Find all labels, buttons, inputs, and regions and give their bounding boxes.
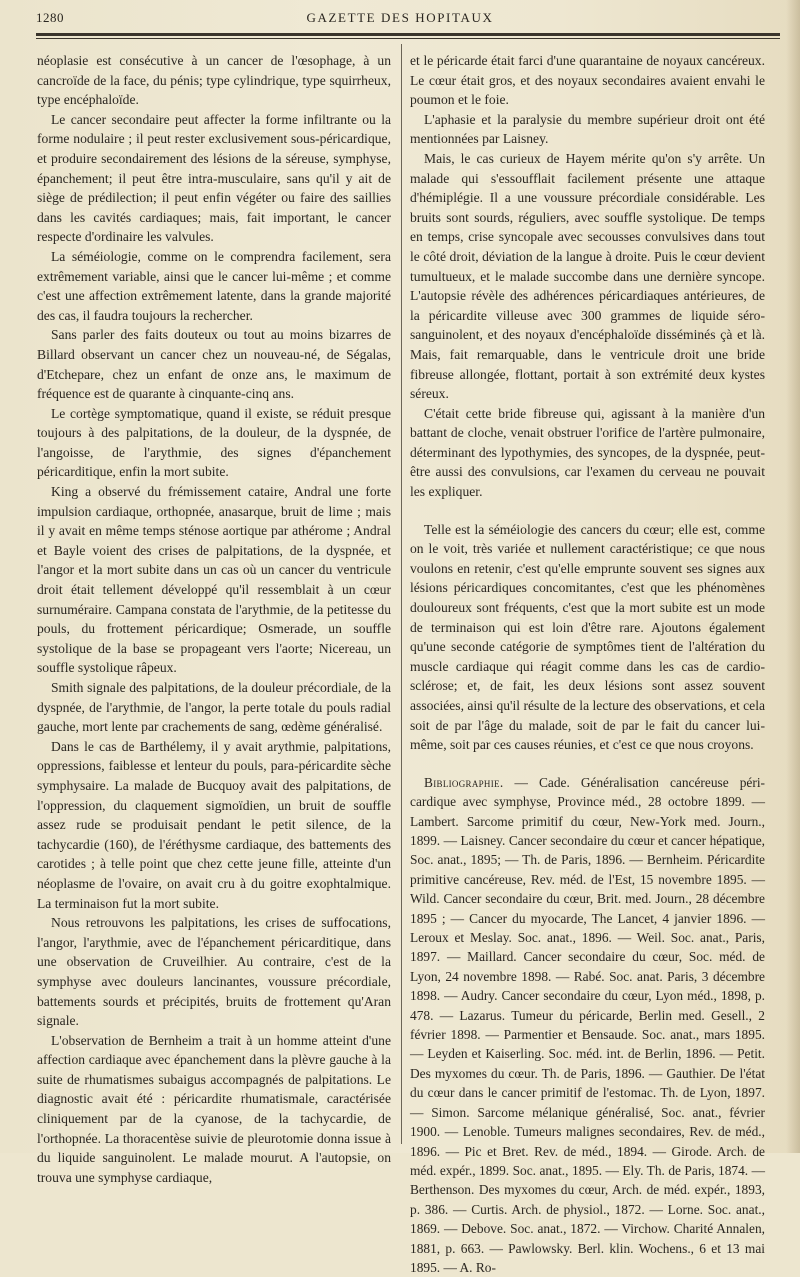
running-title: GAZETTE DES HOPITAUX bbox=[306, 10, 494, 25]
page-header bbox=[0, 8, 800, 30]
paragraph: Sans parler des faits douteux ou tout au moins bizarres de Billard observant un cancer chez un nouveau-né, de Ségalas, d'Etchepare, chez un enfant de onze ans, le maximum de fréquence est de quarante à cinquante-cinq ans. bbox=[37, 327, 391, 402]
paragraph: Smith signale des palpitations, de la douleur précordiale, de la dyspnée, de l'arythmie, de l'angor, la perte totale du pouls radial gauche, mort lente par crachements de sang, œdème généralisé. bbox=[37, 680, 391, 735]
bibliography-text: — Cade. Généralisation cancéreuse péri-cardique avec symphyse, Province méd., 28 octobre 1899. — Lambert. Sarcome primitif du cœur, New-York med. Journ., 1899. — Laisney. Cancer secondaire du cœur et cancer hépatique, Soc. anat., 1895; — Th. de Paris, 1896. — Bernheim. Péricardite primitive cancéreuse, Rev. méd. de l'Est, 15 novembre 1895. — Wild. Cancer secondaire du cœur, Brit. med. Journ., 28 décembre 1895 ; — Cancer du myocarde, The Lancet, 4 janvier 1896. — Leroux et Meslay. Soc. anat., 1896. — Weil. Soc. anat., Paris, 1897. — Maillard. Cancer secondaire du cœur, Soc. méd. de Lyon, 24 novembre 1898. — Rabé. Soc. anat. Paris, 3 décembre 1898. — Audry. Cancer secondaire du cœur, Lyon méd., 1898, p. 478. — Lazarus. Tumeur du péricarde, Berlin med. Gesell., 2 février 1898. — Parmentier et Bensaude. Soc. anat., mars 1895. — Leyden et Kaiserling. Soc. méd. int. de Berlin, 1896. — Petit. Des myxomes du cœur. Th. de Paris, 1896. — Gauthier. De l'état du cœur dans le cancer primitif de l'estomac. Th. de Lyon, 1897. — Simon. Sarcome mélanique généralisé, Soc. anat., février 1900. — Lenoble. Tumeurs malignes secondaires, Rev. de méd., 1896. — Pic et Bret. Rev. de méd., 1894. — Girode. Arch. de méd. expér., 1899. Soc. anat., 1895. — Ely. Th. de Paris, 1874. — Berthenson. Des myxomes du cœur, Arch. de méd. expér., 1893, p. 386. — Curtis. Arch. de physiol., 1872. — Lorne. Soc. anat., 1869. — Debove. Soc. anat., 1872. — Virchow. Charité Annalen, 1881, p. 663. — Pawlowsky. Berl. klin. Wochens., 6 et 13 mai 1895. — A. Ro- bbox=[410, 774, 765, 1275]
page-edge-shadow bbox=[786, 0, 800, 1153]
paragraph: L'aphasie et la paralysie du membre supérieur droit ont été mentionnées par Laisney. bbox=[410, 111, 765, 147]
paragraph: King a observé du frémissement cataire, Andral une forte impulsion cardiaque, orthopnée, anasarque, bruit de lime ; mais il y avait en même temps sténose aortique par athérome ; Andral et Bayle voient des crises de palpitations, de la dyspnée, et l'angor et la mort subite dans un cas où un cancer du ventricule droit était tellement développé qu'il ressemblait à un cœur surnuméraire. Campana constata de l'arythmie, de la petitesse du pouls, du frottement péricardique; Osmerade, un souffle systolique de la base se propageant vers l'aorte; Nicereau, un souffle systolique râpeux. bbox=[37, 484, 391, 676]
paragraph: Le cortège symptomatique, quand il existe, se réduit presque toujours à des palpitations, de la douleur, de la dyspnée, de l'angoisse, de l'arythmie, des signes d'épanchement péricarditique, enfin la mort subite. bbox=[37, 405, 391, 480]
paragraph: Mais, le cas curieux de Hayem mérite qu'on s'y arrête. Un malade qui s'essoufflait facilement présente une attaque d'hémiplégie. Il a une voussure précordiale considérable. Les bruits sont sourds, réguliers, avec souffle systolique. De temps en temps, crise syncopale avec secousses convulsives dans tout le côté droit, déviation de la langue à droite. Puis le cœur devient tumultueux, et le malade succombe dans une dernière syncope. L'autopsie révèle des adhérences péricardiaques antérieures, de la péricardite villeuse avec 300 grammes de liquide séro-sanguinolent, et des noyaux d'encéphaloïde disséminés çà et là. Mais, fait remarquable, dans le ventricule droit une bride fibreuse allongée, flottant, portait à son extrémité deux kystes séreux. bbox=[410, 150, 765, 402]
header-rule-thin bbox=[36, 38, 780, 39]
page-number: 1280 bbox=[36, 10, 64, 25]
paragraph: Dans le cas de Barthélemy, il y avait arythmie, palpitations, oppressions, faiblesse et lenteur du pouls, para-péricardite sèche symphysaire. La malade de Bucquoy avait des palpitations, de l'oppression, du claquement sigmoïdien, un bruit de souffle assez rude se produisait pendant le petit silence, de la tachycardie (160), de l'éréthysme cardiaque, des battements des carotides ; à telle point que chez cette jeune fille, atteinte d'un néoplasme de l'ovaire, on avait cru à du goitre exophtalmique. La terminaison fut la mort subite. bbox=[37, 738, 391, 911]
paragraph: C'était cette bride fibreuse qui, agissant à la manière d'un battant de cloche, venait obstruer l'orifice de l'artère pulmonaire, déterminant des lypothymies, des syncopes, de la dyspnée, peut-être aussi des convulsions, car l'examen du cerveau ne pouvait les expliquer. bbox=[410, 405, 765, 500]
header-rule-thick bbox=[36, 33, 780, 36]
paragraph: La séméiologie, comme on le comprendra facilement, sera extrêmement variable, ainsi que le cancer lui-même ; et comme c'est une affection extrêmement latente, dans la grande majorité des cas, il faudra toujours la rechercher. bbox=[37, 248, 391, 323]
paragraph: Telle est la séméiologie des cancers du cœur; elle est, comme on le voit, très variée et nullement caractéristique; ce que nous voulons en retenir, c'est qu'elle emprunte souvent ses signes aux lésions péricardiques concomitantes, c'est que les phénomènes douloureux sont fréquents, c'est que la mort subite est un mode de terminaison qui est loin d'être rare. Ajoutons également qu'une seconde catégorie de symptômes tient de l'altération du muscle cardiaque qui réagit comme dans les cas de cardio-sclérose; et, de fait, les deux lésions sont assez souvent associées, ainsi qu'il résulte de la lecture des observations, et cela soit de par l'âge du malade, soit de par le fait du cancer lui-même, soit par ces causes réunies, et c'est ce que nous croyons. bbox=[410, 521, 766, 753]
column-divider bbox=[401, 44, 402, 1144]
left-column bbox=[37, 51, 391, 1187]
bibliography bbox=[410, 773, 765, 1277]
paragraph: Le cancer secondaire peut affecter la forme infiltrante ou la forme nodulaire ; il peut rester exclusivement sous-péricardique, et produire secondairement des lésions de la séreuse, symphyse, épanchement; il peut être intra-musculaire, sans qu'il y ait de siège de prédilection; il peut enfin végéter ou faire des saillies dans les cavités cardiaques; mais, fait important, le cancer respecte d'ordinaire les valvules. bbox=[37, 111, 391, 245]
paragraph: néoplasie est consécutive à un cancer de l'œsophage, à un cancroïde de la face, du pénis; type cylindrique, type squirrheux, type encéphaloïde. bbox=[37, 53, 391, 108]
right-column bbox=[410, 51, 765, 1277]
paragraph: Nous retrouvons les palpitations, les crises de suffocations, l'angor, l'arythmie, avec de l'épanchement péricarditique, dans une observation de Cruveilhier. Au contraire, c'est de la symphyse avec douleurs lancinantes, voussure précordiale, battements sourds et précipités, bruits de frottement qu'Aran signale. bbox=[37, 915, 391, 1029]
paragraph: et le péricarde était farci d'une quarantaine de noyaux cancéreux. Le cœur était gros, et des noyaux secondaires avaient envahi le poumon et le foie. bbox=[410, 53, 765, 108]
bibliography-label: Bibliographie. bbox=[424, 774, 504, 790]
paragraph: L'observation de Bernheim a trait à un homme atteint d'une affection cardiaque avec épanchement dans la plèvre gauche à la suite de rhumatismes subaigus accompagnés de palpitations. Le diagnostic avait été : péricardite rhumatismale, caractérisée cliniquement par de la cyanose, de la tachycardie, de l'orthopnée. La thoracentèse suivie de pleurotomie donna issue à du liquide sanguinolent. Le malade mourut. A l'autopsie, on trouva une symphyse cardiaque, bbox=[37, 1032, 391, 1185]
